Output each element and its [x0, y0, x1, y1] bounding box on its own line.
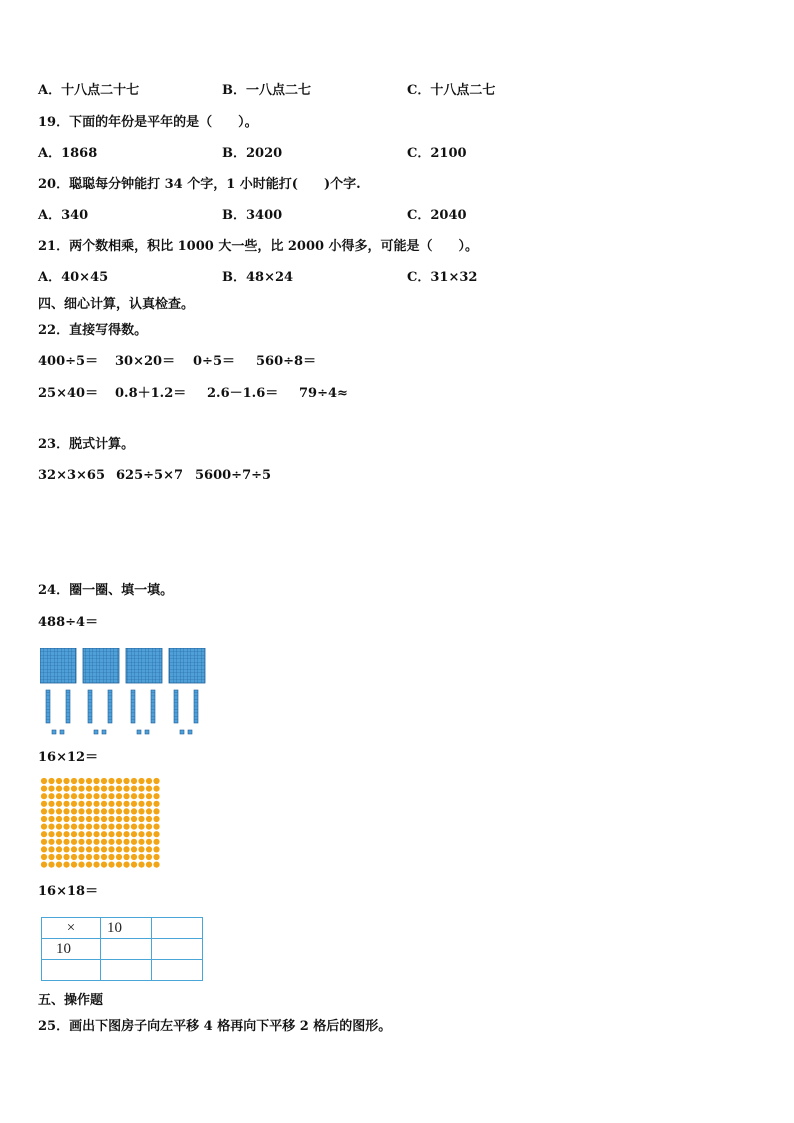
dot [93, 854, 99, 860]
dot [116, 824, 122, 830]
dot [146, 778, 152, 784]
unit-cubes [52, 730, 192, 734]
dot [138, 854, 144, 860]
section-4-heading: 四、细心计算，认真检查。 [38, 297, 195, 312]
dot [41, 816, 47, 822]
table-cell: 10 [42, 939, 101, 960]
dot [41, 808, 47, 814]
table-cell [42, 960, 101, 981]
dot [93, 831, 99, 837]
dot [138, 824, 144, 830]
dot [123, 801, 129, 807]
dot [138, 793, 144, 799]
q19-option-c: C．2100 [407, 146, 467, 161]
dot [41, 839, 47, 845]
q22-expr: 400÷5＝ [38, 354, 99, 369]
dot [101, 846, 107, 852]
dot [93, 816, 99, 822]
dot [116, 808, 122, 814]
dot [116, 778, 122, 784]
q22-expr: 0÷5＝ [193, 354, 235, 369]
dot [138, 816, 144, 822]
dot [41, 824, 47, 830]
dot [63, 808, 69, 814]
q20-option-c: C．2040 [407, 208, 467, 223]
q21-option-a: A．40×45 [38, 270, 109, 285]
dot [153, 862, 159, 868]
dot [63, 816, 69, 822]
dot [93, 839, 99, 845]
dot [146, 816, 152, 822]
dot [146, 801, 152, 807]
q22-expr: 25×40＝ [38, 386, 99, 401]
dot [48, 793, 54, 799]
dot [56, 839, 62, 845]
q24-text: 24．圈一圈、填一填。 [38, 583, 174, 598]
dot [123, 846, 129, 852]
dot [93, 793, 99, 799]
dot [123, 786, 129, 792]
dot [78, 846, 84, 852]
dot [138, 801, 144, 807]
dot [131, 854, 137, 860]
dot [41, 778, 47, 784]
dot [138, 846, 144, 852]
q22-expr: 2.6－1.6＝ [207, 386, 279, 401]
dot [86, 831, 92, 837]
dot [146, 831, 152, 837]
dot [48, 801, 54, 807]
dot-array-figure [40, 777, 162, 869]
dot [101, 778, 107, 784]
dot [123, 816, 129, 822]
dot [71, 808, 77, 814]
dot [56, 778, 62, 784]
dot [108, 831, 114, 837]
dot [153, 778, 159, 784]
dot [101, 793, 107, 799]
dot [116, 862, 122, 868]
dot [138, 786, 144, 792]
table-cell: × [42, 918, 101, 939]
dot [41, 786, 47, 792]
dot [146, 846, 152, 852]
dot [56, 801, 62, 807]
dot [78, 778, 84, 784]
dot [78, 808, 84, 814]
dot [116, 839, 122, 845]
dot [153, 831, 159, 837]
dot [78, 816, 84, 822]
dot [123, 839, 129, 845]
dot [93, 786, 99, 792]
q22-expr: 30×20＝ [115, 354, 176, 369]
dot [48, 778, 54, 784]
dot [153, 801, 159, 807]
table-cell [152, 960, 203, 981]
dot [131, 808, 137, 814]
section-5-heading: 五、操作题 [38, 993, 104, 1008]
dot [78, 862, 84, 868]
dot [146, 862, 152, 868]
dot [56, 816, 62, 822]
dot [131, 786, 137, 792]
dot [41, 831, 47, 837]
dot [86, 824, 92, 830]
dot [78, 786, 84, 792]
table-cell [101, 939, 152, 960]
dot [56, 808, 62, 814]
dot [108, 786, 114, 792]
dot [101, 801, 107, 807]
table-cell: 10 [101, 918, 152, 939]
dot [138, 808, 144, 814]
dot [138, 778, 144, 784]
dot [48, 862, 54, 868]
dot [131, 778, 137, 784]
q20-option-a: A．340 [38, 208, 89, 223]
q23-text: 23．脱式计算。 [38, 437, 135, 452]
dot [86, 786, 92, 792]
dot [86, 816, 92, 822]
dot [108, 862, 114, 868]
q24-expr-multiply-12: 16×12＝ [38, 750, 99, 765]
dot [108, 778, 114, 784]
dot [48, 808, 54, 814]
dot [56, 786, 62, 792]
dot [78, 854, 84, 860]
dot [108, 846, 114, 852]
q24-expr-division: 488÷4＝ [38, 615, 99, 630]
dot [93, 778, 99, 784]
dot [41, 862, 47, 868]
dot [63, 786, 69, 792]
dot [153, 854, 159, 860]
dot [108, 816, 114, 822]
dot [153, 816, 159, 822]
dot [146, 854, 152, 860]
dot [153, 786, 159, 792]
dot [153, 846, 159, 852]
dot [86, 839, 92, 845]
q22-expr: 0.8＋1.2＝ [115, 386, 187, 401]
dot [63, 839, 69, 845]
dot [63, 862, 69, 868]
dot [146, 786, 152, 792]
dot [138, 839, 144, 845]
dot [101, 831, 107, 837]
dot [41, 793, 47, 799]
table-row [42, 939, 203, 960]
dot [101, 862, 107, 868]
dot [101, 808, 107, 814]
dot [48, 854, 54, 860]
dot [86, 854, 92, 860]
dot [116, 831, 122, 837]
dot [71, 846, 77, 852]
dot [78, 801, 84, 807]
dot [56, 793, 62, 799]
table-cell [101, 960, 152, 981]
dot [56, 831, 62, 837]
q23-expr: 5600÷7÷5 [195, 468, 272, 483]
q22-expr: 79÷4≈ [299, 386, 348, 401]
q18-option-b: B．一八点二七 [222, 83, 311, 98]
dot [63, 824, 69, 830]
dot [153, 824, 159, 830]
dot [71, 854, 77, 860]
dot [48, 846, 54, 852]
table-row [42, 960, 203, 981]
dot [56, 846, 62, 852]
dot [56, 854, 62, 860]
dot [41, 854, 47, 860]
q22-text: 22．直接写得数。 [38, 323, 148, 338]
dot [71, 778, 77, 784]
dot [78, 831, 84, 837]
dot [108, 808, 114, 814]
dot [86, 793, 92, 799]
base-ten-blocks-figure [40, 648, 210, 738]
dot [146, 808, 152, 814]
dot [93, 846, 99, 852]
dot [116, 846, 122, 852]
dot [71, 831, 77, 837]
dot [101, 839, 107, 845]
dot [123, 793, 129, 799]
q19-option-b: B．2020 [222, 146, 283, 161]
dot [78, 839, 84, 845]
dot [93, 808, 99, 814]
dot [63, 854, 69, 860]
q19-option-a: A．1868 [38, 146, 98, 161]
dot [108, 854, 114, 860]
q25-text: 25．画出下图房子向左平移 4 格再向下平移 2 格后的图形。 [38, 1019, 392, 1034]
dot [71, 824, 77, 830]
dot [86, 846, 92, 852]
dot [123, 778, 129, 784]
dot [86, 801, 92, 807]
dot [146, 839, 152, 845]
q18-option-a: A．十八点二十七 [38, 83, 140, 98]
dot [71, 839, 77, 845]
q23-expr: 32×3×65 [38, 468, 106, 483]
dot [41, 801, 47, 807]
multiplication-table [41, 917, 203, 981]
dot [101, 816, 107, 822]
dot [108, 824, 114, 830]
dot [56, 862, 62, 868]
dot [86, 862, 92, 868]
dot [93, 862, 99, 868]
dot [153, 793, 159, 799]
dot [131, 793, 137, 799]
ten-rods [46, 690, 198, 723]
q22-expr: 560÷8＝ [256, 354, 317, 369]
dot [123, 824, 129, 830]
dot [71, 786, 77, 792]
dot [56, 824, 62, 830]
dot [123, 831, 129, 837]
dot [116, 786, 122, 792]
dot [123, 808, 129, 814]
dot [146, 824, 152, 830]
dot [108, 839, 114, 845]
dot [63, 801, 69, 807]
dot [63, 793, 69, 799]
dot [71, 793, 77, 799]
q21-option-b: B．48×24 [222, 270, 294, 285]
dot [116, 801, 122, 807]
dot [71, 816, 77, 822]
dot [101, 824, 107, 830]
q20-text: 20．聪聪每分钟能打 34 个字，1 小时能打( )个字. [38, 177, 361, 192]
q21-text: 21．两个数相乘，积比 1000 大一些，比 2000 小得多，可能是（ ）。 [38, 239, 479, 254]
q20-option-b: B．3400 [222, 208, 283, 223]
dot [101, 786, 107, 792]
dot [131, 816, 137, 822]
dot [131, 846, 137, 852]
dot [131, 824, 137, 830]
dot [48, 839, 54, 845]
q19-text: 19．下面的年份是平年的是（ ）。 [38, 115, 258, 130]
dot [41, 846, 47, 852]
dot [138, 862, 144, 868]
dot [48, 824, 54, 830]
dot [131, 801, 137, 807]
dot [48, 831, 54, 837]
dot [93, 801, 99, 807]
dot [71, 801, 77, 807]
dot [131, 839, 137, 845]
q18-option-c: C．十八点二七 [407, 83, 496, 98]
dot [153, 839, 159, 845]
dot [78, 824, 84, 830]
dot [131, 831, 137, 837]
dot [101, 854, 107, 860]
table-cell [152, 939, 203, 960]
dot [63, 778, 69, 784]
table-cell [152, 918, 203, 939]
dot [123, 862, 129, 868]
dot [138, 831, 144, 837]
dot [131, 862, 137, 868]
dot [78, 793, 84, 799]
dot [48, 786, 54, 792]
dot [146, 793, 152, 799]
dot [63, 846, 69, 852]
hundred-flats [40, 648, 205, 683]
q23-expr: 625÷5×7 [116, 468, 184, 483]
dot [153, 808, 159, 814]
dot [116, 816, 122, 822]
dot [86, 778, 92, 784]
dot-grid [41, 778, 160, 868]
dot [93, 824, 99, 830]
dot [71, 862, 77, 868]
dot [116, 854, 122, 860]
table-row [42, 918, 203, 939]
dot [63, 831, 69, 837]
dot [108, 801, 114, 807]
q21-option-c: C．31×32 [407, 270, 478, 285]
dot [123, 854, 129, 860]
dot [116, 793, 122, 799]
q24-expr-multiply-18: 16×18＝ [38, 884, 99, 899]
dot [108, 793, 114, 799]
dot [48, 816, 54, 822]
dot [86, 808, 92, 814]
